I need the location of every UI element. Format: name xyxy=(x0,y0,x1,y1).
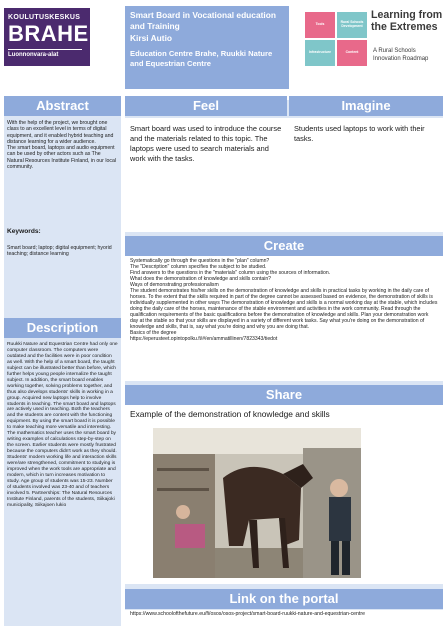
keywords-label: Keywords: xyxy=(7,228,41,235)
logo-line3: Luonnonvara-alat xyxy=(8,52,59,58)
poster-title: Smart Board in Vocational education and Training xyxy=(130,10,276,31)
abstract-text: With the help of the project, we brought one class to an excellent level in terms of digital equipment, and it enabled hybrid teaching and distance learning for a wider audience. The smart board, laptops and audio equipment can be used by other actors such as The Natural Resources Institute Finland, in our local community. xyxy=(7,120,116,171)
roadmap-square-tools: Tools xyxy=(305,12,335,38)
roadmap-square-development: Rural Schools Development xyxy=(337,12,367,38)
logo-line1: KOULUTUSKESKUS xyxy=(8,14,81,21)
description-text: Ruukki Nature and Equestrian Centre had only one computer classroom. The computers were outdated and the facilities were in poor condition as well. With the help of a smart board, the taught subject can be illustrated better than before, which further helps young people internalize the taught subject. In addition, the smart board enables working together, solving problems together, and thus also develops students' skills in working in a group. Acquired new laptops help to involve students in teaching. The smart board and laptops are actively used in teaching. Both the teachers and the students are content with the functioning equipment. By using the smart board it is possible to make teaching more versatile and interesting. The mathematics teacher uses the smart board by writing examples of calculations step-by-step on the screen. Earlier students were mostly frustrated because the computers didn't work as they should. Students' modern working life and interaction skills were/are strengthened, commitment to studying is improved when the work tools are appropriate and modern, which in turn increases motivation to study. Age group of students was 15-23. Number of students involved was 23-40 and of teachers involved 5. Partnerships: The Natural Resources Institute Finland, parents of the students, Siikajoki municipality, Siikajoen lukio xyxy=(7,342,118,508)
poster-organization: Education Centre Brahe, Ruukki Nature and Equestrian Centre xyxy=(130,49,273,68)
portal-link[interactable]: https://www.schoolofthefuture.eu/fi/osos/osos-project/smart-board-ruukki-nature-and-equestrian-centre xyxy=(125,611,443,628)
roadmap-subtitle: A Rural Schools Innovation Roadmap xyxy=(373,48,429,62)
roadmap-square-infrastructure: Infrastructure xyxy=(305,40,335,66)
roadmap-title: Learning from the Extremes xyxy=(371,9,443,33)
share-caption: Example of the demonstration of knowledge and skills xyxy=(130,409,330,419)
portal-header: Link on the portal xyxy=(125,589,443,609)
imagine-text: Students used laptops to work with their tasks. xyxy=(289,122,443,230)
feel-text: Smart board was used to introduce the course and the materials related to this topic. The laptops were used to search materials and work with the tasks. xyxy=(125,122,287,230)
brahe-logo xyxy=(4,8,90,66)
create-text: Systematically go through the questions in the "plan" column? The "Description" column specifies the subject to be studied. Find answers to the questions in the "materials" column using the sources of information. What does the demonstration of knowledge and skills contain? Ways of demonstrating professionalism The student demonstrates his/her skills on the demonstration of knowledge and skills in practical tasks by working in the daily care of horses. To the extent that the skills required in part of the degree cannot be assessed based on evidence, the demonstration of skills is individually supplemented in other ways The demonstration of knowledge and skills is a normal working day at the stable, which includes doing the daily care of the horses, maintenance of the stable environment and activities in the work community. Read through the qualification requirements of the basic qualifications before the demonstration of knowledge and skills. Plan your demonstration work day at the stable so that your skills are displayed in a variety of different work tasks. Say what you're doing on the demonstration of knowledge and skills, that is, say what you're doing and why you are doing that. Basics of the degree https://eperusteet.opintopolku.fi/#/en/ammatillinen/7823343/tiedot xyxy=(125,258,443,380)
create-header: Create xyxy=(125,236,443,256)
logo-line2: BRAHE xyxy=(8,21,89,46)
abstract-header: Abstract xyxy=(4,96,121,116)
roadmap-square-content: Content xyxy=(337,40,367,66)
roadmap-logo xyxy=(303,10,444,84)
imagine-header: Imagine xyxy=(289,96,443,116)
stable-photo xyxy=(153,428,361,578)
logo-divider xyxy=(8,49,82,50)
feel-header: Feel xyxy=(125,96,287,116)
keywords-text: Smart board; laptop; digital equipment; hyorid teaching; distance learning xyxy=(7,245,112,258)
description-header: Description xyxy=(4,318,121,338)
title-block xyxy=(125,6,289,89)
share-header: Share xyxy=(125,385,443,405)
poster-author: Kirsi Autio xyxy=(130,33,173,43)
